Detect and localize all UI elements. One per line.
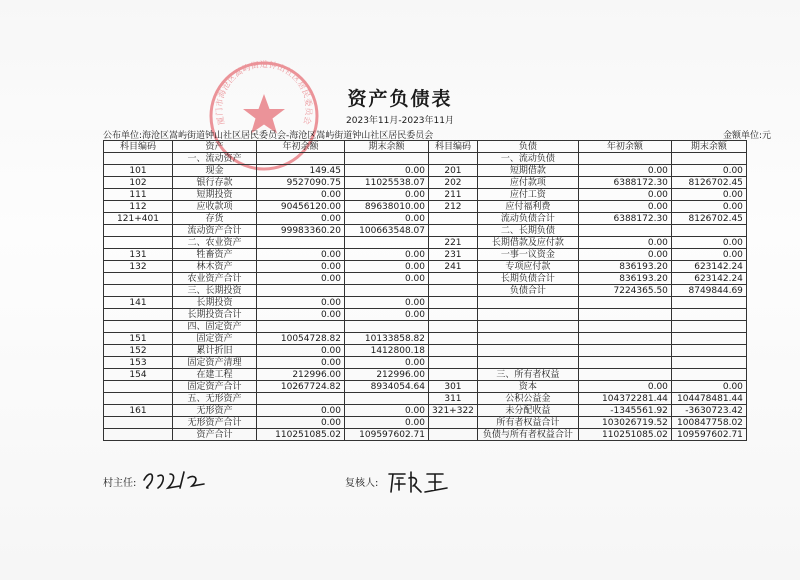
liab-code-cell: 202 — [429, 177, 478, 189]
asset-begin-cell: 0.00 — [257, 213, 345, 225]
table-row — [104, 285, 747, 297]
liab-end-cell: 8749844.69 — [671, 285, 746, 297]
liab-code-cell: 301 — [429, 381, 478, 393]
liab-begin-cell — [578, 297, 671, 309]
asset-code-cell — [104, 285, 173, 297]
asset-begin-cell — [257, 285, 345, 297]
asset-code-cell: 161 — [104, 405, 173, 417]
liab-code-cell: 241 — [429, 261, 478, 273]
table-row — [104, 213, 747, 225]
header-asset-begin: 年初余额 — [257, 141, 345, 153]
asset-begin-cell: 0.00 — [257, 357, 345, 369]
asset-name-cell: 资产合计 — [173, 429, 257, 441]
liab-name-cell: 负债与所有者权益合计 — [477, 429, 578, 441]
liab-begin-cell: 110251085.02 — [578, 429, 671, 441]
asset-begin-cell — [257, 153, 345, 165]
liab-name-cell — [477, 297, 578, 309]
publisher-label: 公布单位:海沧区嵩屿街道钟山社区居民委员会-海沧区嵩屿街道钟山社区居民委员会 — [103, 131, 434, 141]
asset-name-cell: 存货 — [173, 213, 257, 225]
liab-name-cell: 应付福利费 — [477, 201, 578, 213]
asset-end-cell: 8934054.64 — [345, 381, 429, 393]
table-row — [104, 153, 747, 165]
svg-text:厦门市海沧区嵩屿街道钟山社区居民委员会: 厦门市海沧区嵩屿街道钟山社区居民委员会 — [213, 59, 315, 127]
header-asset: 资产 — [173, 141, 257, 153]
asset-name-cell: 二、农业资产 — [173, 237, 257, 249]
liab-code-cell: 321+322 — [429, 405, 478, 417]
village-head-signature — [140, 466, 210, 494]
liab-name-cell: 所有者权益合计 — [477, 417, 578, 429]
liab-begin-cell — [578, 321, 671, 333]
reviewer-signature — [385, 466, 460, 496]
asset-code-cell: 132 — [104, 261, 173, 273]
asset-name-cell: 应收款项 — [173, 201, 257, 213]
liab-code-cell — [429, 345, 478, 357]
asset-code-cell: 141 — [104, 297, 173, 309]
asset-code-cell — [104, 381, 173, 393]
asset-begin-cell — [257, 393, 345, 405]
header-liab-begin: 年初余额 — [578, 141, 671, 153]
asset-begin-cell: 0.00 — [257, 189, 345, 201]
asset-begin-cell: 0.00 — [257, 297, 345, 309]
liab-code-cell — [429, 213, 478, 225]
asset-code-cell — [104, 321, 173, 333]
asset-name-cell: 三、长期投资 — [173, 285, 257, 297]
asset-code-cell: 111 — [104, 189, 173, 201]
asset-begin-cell: 110251085.02 — [257, 429, 345, 441]
asset-begin-cell: 9527090.75 — [257, 177, 345, 189]
liab-end-cell: -3630723.42 — [671, 405, 746, 417]
asset-code-cell — [104, 417, 173, 429]
liab-end-cell: 8126702.45 — [671, 213, 746, 225]
table-row — [104, 201, 747, 213]
liab-code-cell — [429, 297, 478, 309]
asset-code-cell: 153 — [104, 357, 173, 369]
asset-begin-cell: 99983360.20 — [257, 225, 345, 237]
liab-begin-cell: 836193.20 — [578, 261, 671, 273]
asset-begin-cell — [257, 321, 345, 333]
asset-name-cell: 五、无形资产 — [173, 393, 257, 405]
liab-end-cell — [671, 297, 746, 309]
liab-begin-cell — [578, 225, 671, 237]
header-liability: 负债 — [477, 141, 578, 153]
liab-code-cell — [429, 333, 478, 345]
liab-code-cell — [429, 153, 478, 165]
liab-code-cell: 311 — [429, 393, 478, 405]
table-row — [104, 417, 747, 429]
liab-end-cell: 0.00 — [671, 201, 746, 213]
asset-name-cell: 牲畜资产 — [173, 249, 257, 261]
table-header-row — [104, 141, 747, 153]
asset-code-cell — [104, 393, 173, 405]
asset-begin-cell — [257, 237, 345, 249]
amount-unit-label: 金额单位:元 — [722, 131, 771, 141]
liab-end-cell — [671, 333, 746, 345]
asset-code-cell — [104, 237, 173, 249]
asset-end-cell — [345, 237, 429, 249]
asset-end-cell: 10133858.82 — [345, 333, 429, 345]
asset-end-cell: 0.00 — [345, 261, 429, 273]
asset-end-cell: 1412800.18 — [345, 345, 429, 357]
liab-end-cell — [671, 357, 746, 369]
liab-code-cell — [429, 429, 478, 441]
asset-end-cell: 0.00 — [345, 357, 429, 369]
liab-name-cell: 公积公益金 — [477, 393, 578, 405]
table-row — [104, 381, 747, 393]
asset-name-cell: 无形资产 — [173, 405, 257, 417]
liab-begin-cell: 6388172.30 — [578, 213, 671, 225]
liab-end-cell: 0.00 — [671, 381, 746, 393]
liab-begin-cell — [578, 369, 671, 381]
liab-begin-cell — [578, 333, 671, 345]
asset-code-cell — [104, 429, 173, 441]
asset-code-cell: 151 — [104, 333, 173, 345]
liab-name-cell: 专项应付款 — [477, 261, 578, 273]
liab-begin-cell: 0.00 — [578, 201, 671, 213]
table-row — [104, 345, 747, 357]
asset-name-cell: 在建工程 — [173, 369, 257, 381]
asset-code-cell: 154 — [104, 369, 173, 381]
asset-code-cell — [104, 153, 173, 165]
liab-name-cell: 三、所有者权益 — [477, 369, 578, 381]
header-asset-code: 科目编码 — [104, 141, 173, 153]
asset-end-cell: 212996.00 — [345, 369, 429, 381]
asset-name-cell: 银行存款 — [173, 177, 257, 189]
asset-end-cell: 0.00 — [345, 405, 429, 417]
asset-name-cell: 长期投资 — [173, 297, 257, 309]
liab-name-cell — [477, 309, 578, 321]
liab-end-cell: 0.00 — [671, 249, 746, 261]
liab-end-cell — [671, 153, 746, 165]
table-row — [104, 225, 747, 237]
asset-code-cell: 152 — [104, 345, 173, 357]
asset-end-cell: 89638010.00 — [345, 201, 429, 213]
liab-name-cell: 流动负债合计 — [477, 213, 578, 225]
asset-end-cell: 0.00 — [345, 309, 429, 321]
asset-code-cell: 131 — [104, 249, 173, 261]
liab-end-cell: 623142.24 — [671, 273, 746, 285]
asset-end-cell: 0.00 — [345, 213, 429, 225]
asset-begin-cell: 10054728.82 — [257, 333, 345, 345]
report-title: 资产负债表 — [347, 88, 453, 110]
asset-name-cell: 固定资产 — [173, 333, 257, 345]
village-head-label: 村主任: — [103, 478, 137, 489]
liab-end-cell: 100847758.02 — [671, 417, 746, 429]
report-period: 2023年11月-2023年11月 — [346, 116, 454, 126]
liab-end-cell — [671, 321, 746, 333]
liab-code-cell: 201 — [429, 165, 478, 177]
asset-name-cell: 长期投资合计 — [173, 309, 257, 321]
liab-begin-cell: 103026719.52 — [578, 417, 671, 429]
asset-begin-cell: 0.00 — [257, 417, 345, 429]
asset-begin-cell: 0.00 — [257, 273, 345, 285]
asset-begin-cell: 0.00 — [257, 249, 345, 261]
asset-code-cell: 102 — [104, 177, 173, 189]
asset-name-cell: 无形资产合计 — [173, 417, 257, 429]
liab-code-cell — [429, 285, 478, 297]
table-row — [104, 273, 747, 285]
liab-end-cell: 8126702.45 — [671, 177, 746, 189]
table-row — [104, 357, 747, 369]
table-row — [104, 429, 747, 441]
asset-end-cell — [345, 285, 429, 297]
liab-name-cell: 资本 — [477, 381, 578, 393]
asset-code-cell — [104, 309, 173, 321]
liab-name-cell: 一事一议资金 — [477, 249, 578, 261]
asset-end-cell: 0.00 — [345, 189, 429, 201]
liab-begin-cell: 0.00 — [578, 189, 671, 201]
asset-begin-cell: 10267724.82 — [257, 381, 345, 393]
asset-begin-cell: 0.00 — [257, 345, 345, 357]
asset-end-cell: 0.00 — [345, 417, 429, 429]
liab-begin-cell: 104372281.44 — [578, 393, 671, 405]
table-row — [104, 177, 747, 189]
asset-begin-cell: 212996.00 — [257, 369, 345, 381]
liab-end-cell: 0.00 — [671, 165, 746, 177]
liab-begin-cell: 0.00 — [578, 381, 671, 393]
liab-name-cell — [477, 321, 578, 333]
table-row — [104, 261, 747, 273]
asset-end-cell: 11025538.07 — [345, 177, 429, 189]
liab-end-cell: 0.00 — [671, 237, 746, 249]
liab-code-cell: 212 — [429, 201, 478, 213]
liab-code-cell — [429, 321, 478, 333]
asset-name-cell: 一、流动资产 — [173, 153, 257, 165]
liab-begin-cell: -1345561.92 — [578, 405, 671, 417]
table-row — [104, 333, 747, 345]
balance-sheet-table — [103, 140, 747, 441]
asset-name-cell: 四、固定资产 — [173, 321, 257, 333]
liab-end-cell — [671, 369, 746, 381]
liab-name-cell: 负债合计 — [477, 285, 578, 297]
asset-begin-cell: 90456120.00 — [257, 201, 345, 213]
asset-code-cell — [104, 225, 173, 237]
liab-code-cell: 231 — [429, 249, 478, 261]
table-row — [104, 405, 747, 417]
liab-code-cell: 221 — [429, 237, 478, 249]
table-row — [104, 393, 747, 405]
asset-code-cell: 101 — [104, 165, 173, 177]
liab-code-cell — [429, 369, 478, 381]
asset-end-cell — [345, 393, 429, 405]
liab-name-cell: 短期借款 — [477, 165, 578, 177]
asset-name-cell: 现金 — [173, 165, 257, 177]
asset-begin-cell: 0.00 — [257, 405, 345, 417]
asset-name-cell: 流动资产合计 — [173, 225, 257, 237]
asset-code-cell — [104, 273, 173, 285]
asset-end-cell — [345, 321, 429, 333]
liab-end-cell — [671, 225, 746, 237]
liab-end-cell — [671, 345, 746, 357]
liab-name-cell: 长期负债合计 — [477, 273, 578, 285]
asset-begin-cell: 0.00 — [257, 261, 345, 273]
table-row — [104, 309, 747, 321]
liab-code-cell — [429, 225, 478, 237]
liab-end-cell — [671, 309, 746, 321]
liab-code-cell — [429, 357, 478, 369]
asset-name-cell: 林木资产 — [173, 261, 257, 273]
asset-name-cell: 固定资产清理 — [173, 357, 257, 369]
table-row — [104, 189, 747, 201]
liab-begin-cell: 0.00 — [578, 237, 671, 249]
liab-begin-cell: 0.00 — [578, 165, 671, 177]
liab-name-cell — [477, 357, 578, 369]
table-row — [104, 369, 747, 381]
liab-code-cell: 211 — [429, 189, 478, 201]
header-liab-code: 科目编码 — [429, 141, 478, 153]
liab-begin-cell — [578, 357, 671, 369]
header-liab-end: 期末余额 — [671, 141, 746, 153]
liab-end-cell: 109597602.71 — [671, 429, 746, 441]
asset-name-cell: 短期投资 — [173, 189, 257, 201]
liab-begin-cell — [578, 309, 671, 321]
liab-begin-cell — [578, 345, 671, 357]
liab-code-cell — [429, 309, 478, 321]
liab-name-cell: 应付工资 — [477, 189, 578, 201]
liab-name-cell: 长期借款及应付款 — [477, 237, 578, 249]
asset-end-cell — [345, 153, 429, 165]
table-row — [104, 321, 747, 333]
liab-end-cell: 623142.24 — [671, 261, 746, 273]
liab-name-cell: 应付款项 — [477, 177, 578, 189]
liab-code-cell — [429, 273, 478, 285]
liab-begin-cell: 836193.20 — [578, 273, 671, 285]
asset-end-cell: 0.00 — [345, 273, 429, 285]
table-row — [104, 249, 747, 261]
table-row — [104, 237, 747, 249]
asset-name-cell: 累计折旧 — [173, 345, 257, 357]
table-row — [104, 165, 747, 177]
liab-name-cell: 未分配收益 — [477, 405, 578, 417]
asset-code-cell: 112 — [104, 201, 173, 213]
liab-begin-cell — [578, 153, 671, 165]
reviewer-label: 复核人: — [345, 478, 379, 489]
liab-name-cell: 一、流动负债 — [477, 153, 578, 165]
asset-begin-cell: 149.45 — [257, 165, 345, 177]
liab-begin-cell: 0.00 — [578, 249, 671, 261]
asset-begin-cell: 0.00 — [257, 309, 345, 321]
liab-name-cell — [477, 345, 578, 357]
table-row — [104, 297, 747, 309]
liab-name-cell: 二、长期负债 — [477, 225, 578, 237]
table-body — [104, 153, 747, 441]
header-asset-end: 期末余额 — [345, 141, 429, 153]
liab-name-cell — [477, 333, 578, 345]
asset-end-cell: 100663548.07 — [345, 225, 429, 237]
liab-begin-cell: 6388172.30 — [578, 177, 671, 189]
asset-end-cell: 109597602.71 — [345, 429, 429, 441]
asset-name-cell: 农业资产合计 — [173, 273, 257, 285]
asset-end-cell: 0.00 — [345, 249, 429, 261]
liab-code-cell — [429, 417, 478, 429]
liab-end-cell: 0.00 — [671, 189, 746, 201]
asset-end-cell: 0.00 — [345, 165, 429, 177]
asset-end-cell: 0.00 — [345, 297, 429, 309]
asset-code-cell: 121+401 — [104, 213, 173, 225]
liab-begin-cell: 7224365.50 — [578, 285, 671, 297]
asset-name-cell: 固定资产合计 — [173, 381, 257, 393]
liab-end-cell: 104478481.44 — [671, 393, 746, 405]
